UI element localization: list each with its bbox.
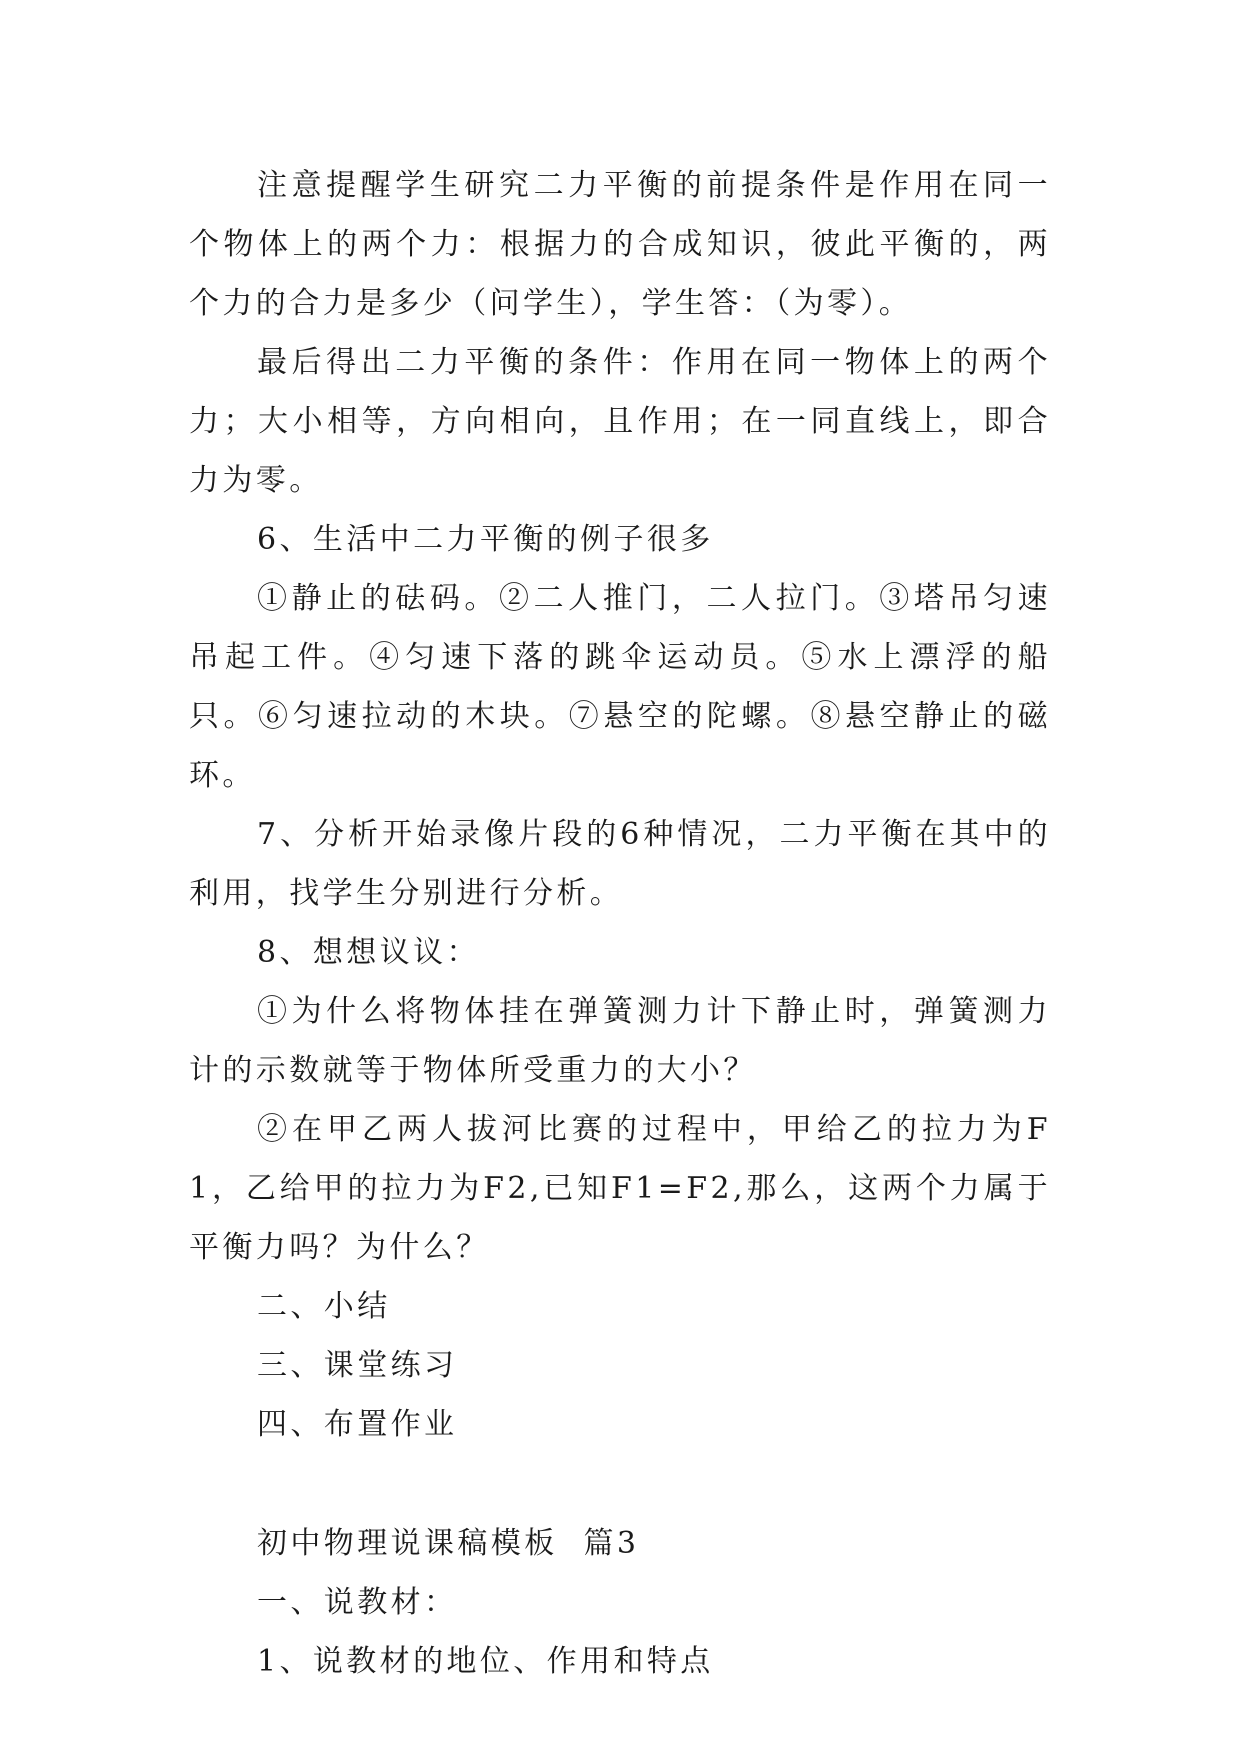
section-title: 初中物理说课稿模板 篇3 — [257, 1526, 640, 1561]
section-summary: 二、小结 — [257, 1289, 391, 1324]
section-teaching-material: 一、说教材： — [257, 1585, 458, 1620]
paragraph-video-analysis: 7、分析开始录像片段的6种情况，二力平衡在其中的利用，找学生分别进行分析。 — [189, 817, 1051, 911]
paragraph-examples-list: ①静止的砝码。②二人推门，二人拉门。③塔吊匀速吊起工件。④匀速下落的跳伞运动员。⑤水上漂浮的船只。⑥匀速拉动的木块。⑦悬空的陀螺。⑧悬空静止的磁环。 — [189, 581, 1051, 793]
section-class-exercise: 三、课堂练习 — [257, 1348, 458, 1383]
section-material-role: 1、说教材的地位、作用和特点 — [257, 1644, 714, 1679]
paragraph-balance-conditions: 最后得出二力平衡的条件：作用在同一物体上的两个力；大小相等，方向相向，且作用；在一同直线上，即合力为零。 — [189, 345, 1051, 498]
document-body — [189, 156, 1051, 1691]
paragraph-discussion-heading: 8、想想议议： — [257, 935, 480, 970]
section-homework: 四、布置作业 — [257, 1407, 458, 1442]
paragraph-question-1: ①为什么将物体挂在弹簧测力计下静止时，弹簧测力计的示数就等于物体所受重力的大小？ — [189, 994, 1051, 1088]
paragraph-question-2: ②在甲乙两人拔河比赛的过程中，甲给乙的拉力为F1，乙给甲的拉力为F2,已知F1=F2,那么，这两个力属于平衡力吗？为什么？ — [189, 1112, 1051, 1265]
paragraph-examples-heading: 6、生活中二力平衡的例子很多 — [257, 522, 714, 557]
paragraph-balance-premise: 注意提醒学生研究二力平衡的前提条件是作用在同一个物体上的两个力：根据力的合成知识，彼此平衡的，两个力的合力是多少（问学生），学生答：（为零）。 — [189, 168, 1051, 321]
